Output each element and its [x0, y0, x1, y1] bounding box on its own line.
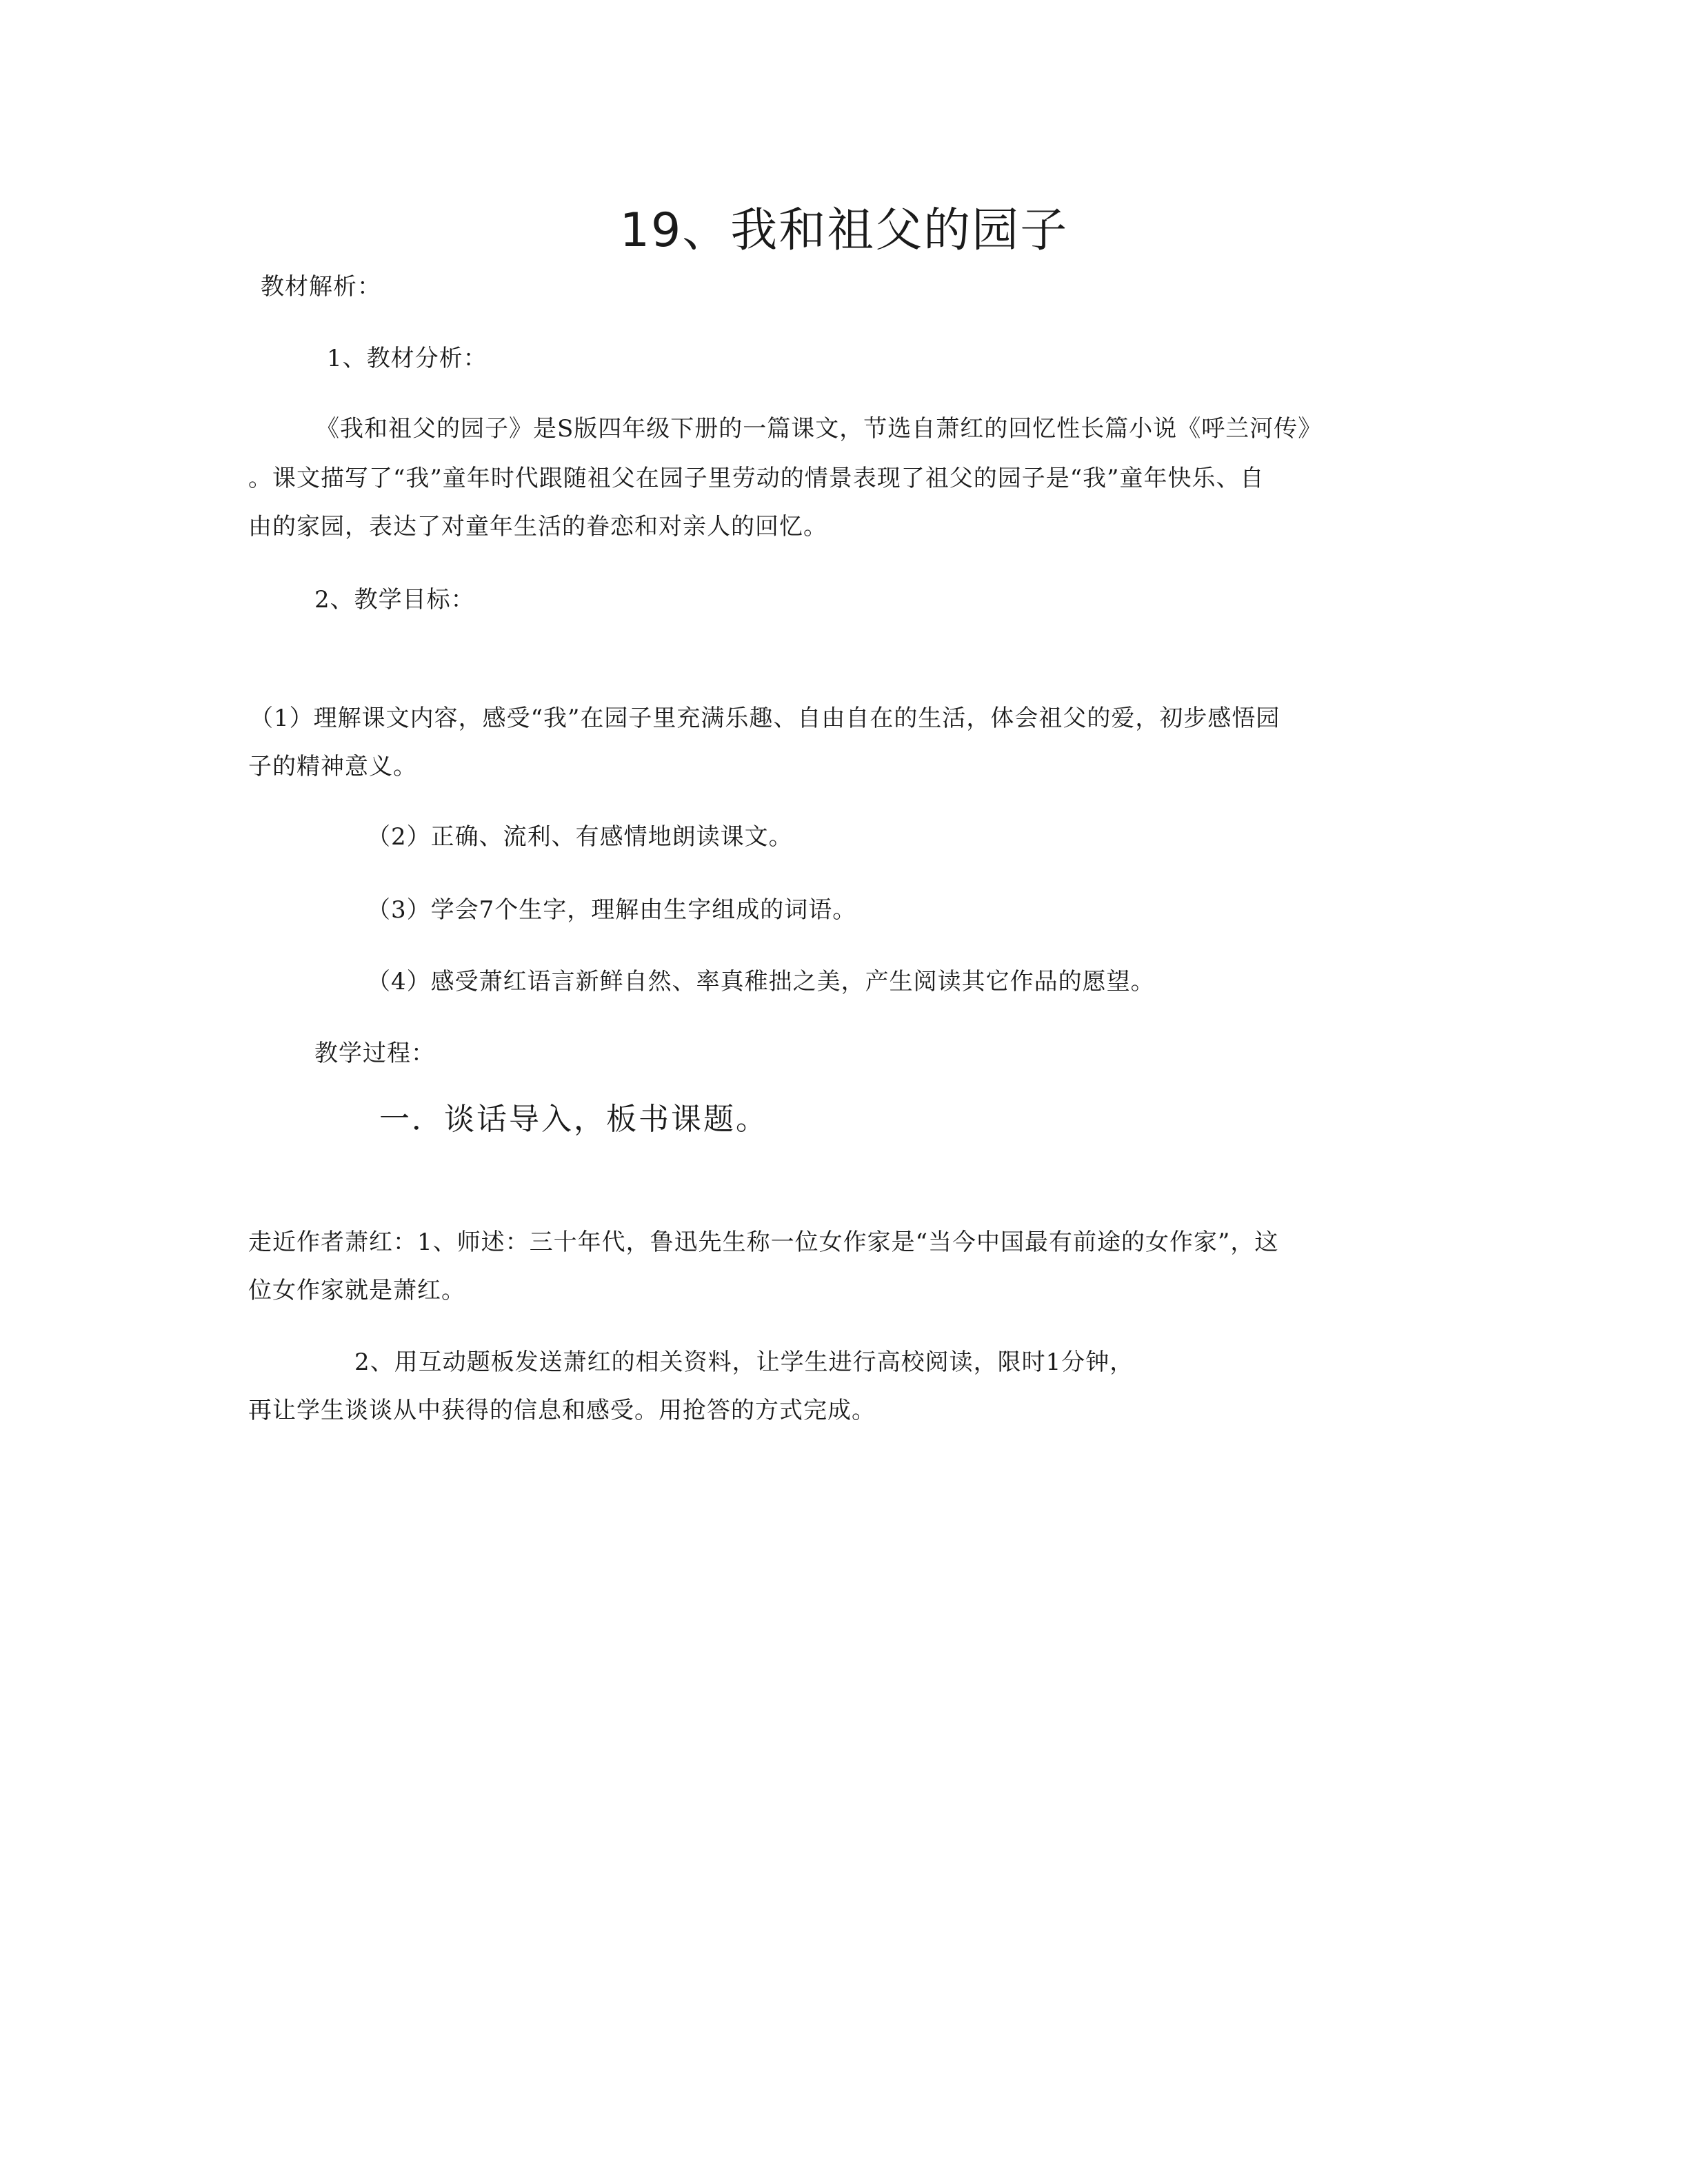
process-heading: 教学过程：	[314, 1040, 435, 1067]
goal-2: （2）正确、流利、有感情地朗读课文。	[367, 823, 793, 851]
goal-4: （4）感受萧红语言新鲜自然、率真稚拙之美，产生阅读其它作品的愿望。	[367, 968, 1155, 995]
step-1-heading: 一．谈话导入，板书课题。	[379, 1102, 768, 1137]
author-intro-line-2: 位女作家就是萧红。	[248, 1277, 465, 1304]
subheading-teaching-goals: 2、教学目标：	[314, 586, 475, 614]
analysis-heading: 教材解析：	[261, 273, 381, 301]
analysis-paragraph-line-1: 《我和祖父的园子》是S版四年级下册的一篇课文，节选自萧红的回忆性长篇小说《呼兰河传》	[316, 415, 1323, 443]
activity-line-2: 再让学生谈谈从中获得的信息和感受。用抢答的方式完成。	[248, 1397, 876, 1424]
page-title: 19、我和祖父的园子	[619, 203, 1069, 258]
analysis-paragraph-line-3: 由的家园，表达了对童年生活的眷恋和对亲人的回忆。	[248, 513, 827, 540]
author-intro-line-1: 走近作者萧红：1、师述：三十年代，鲁迅先生称一位女作家是“当今中国最有前途的女作家”，这	[248, 1228, 1279, 1256]
subheading-material-analysis: 1、教材分析：	[327, 345, 488, 372]
analysis-paragraph-line-2: 。课文描写了“我”童年时代跟随祖父在园子里劳动的情景表现了祖父的园子是“我”童年快乐、自	[248, 465, 1265, 492]
goal-3: （3）学会7个生字，理解由生字组成的词语。	[367, 896, 857, 924]
goal-1-line-1: （1）理解课文内容，感受“我”在园子里充满乐趣、自由自在的生活，体会祖父的爱，初步感悟园	[250, 705, 1280, 732]
activity-line-1: 2、用互动题板发送萧红的相关资料，让学生进行高校阅读，限时1分钟，	[354, 1348, 1134, 1376]
goal-1-line-2: 子的精神意义。	[248, 753, 417, 780]
